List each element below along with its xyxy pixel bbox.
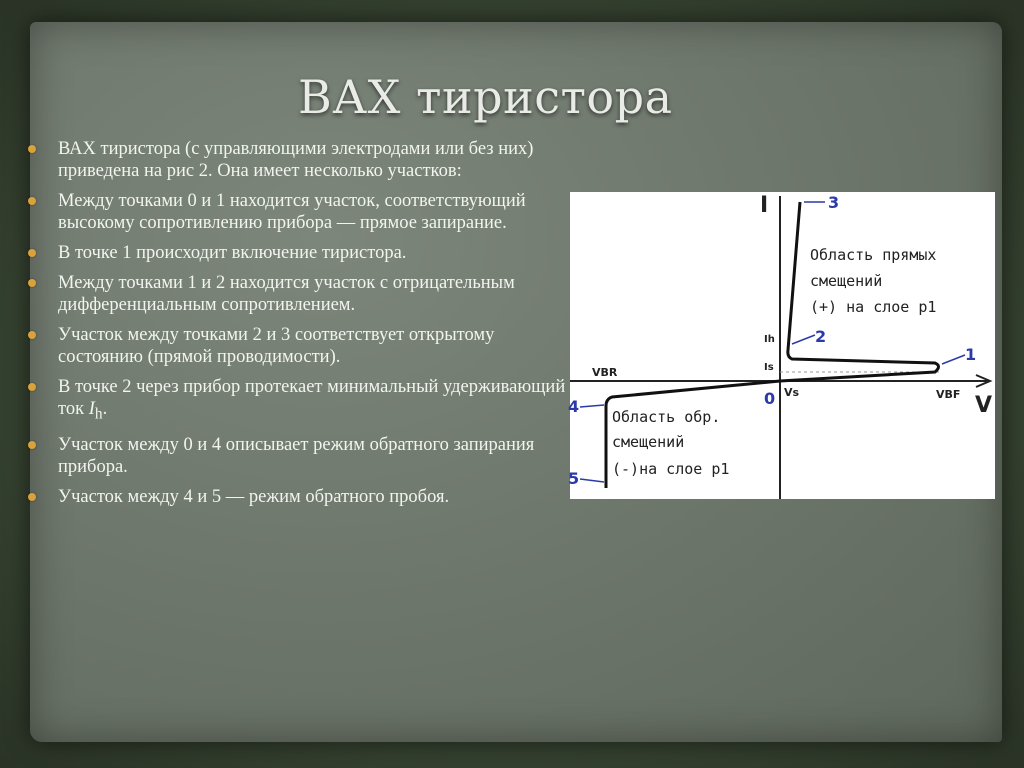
bullet-text: ВАХ тиристора (с управляющими электродами или без них) приведена на рис 2. Она имеет несколько участков:	[58, 139, 534, 181]
bullet-text: Между точками 1 и 2 находится участок с отрицательным дифференциальным сопротивлением.	[58, 273, 515, 315]
bullet-dot-icon	[28, 493, 36, 501]
page-title: ВАХ тиристора	[298, 70, 673, 124]
bullet-text: Участок между точками 2 и 3 соответствует открытому состоянию (прямой проводимости).	[58, 325, 495, 367]
bullet-dot-icon	[28, 249, 36, 257]
point-1-label: 1	[965, 345, 977, 364]
bullet-dot-icon	[28, 383, 36, 391]
bullet-text-after: .	[102, 399, 108, 419]
bullet-item	[28, 190, 568, 234]
bullet-item	[28, 486, 568, 508]
callout-line-1	[942, 355, 965, 364]
reverse-region-line-2: смещений	[612, 433, 685, 451]
callout-line-4	[580, 405, 604, 407]
bullet-dot-icon	[28, 279, 36, 287]
bullet-item	[28, 376, 568, 426]
point-2-label: 2	[815, 327, 827, 346]
holding-current-symbol: I	[88, 399, 95, 419]
forward-region-line-3: (+) на слое p1	[810, 298, 937, 316]
bullet-text-before: В точке 2 через прибор протекает минимальный удерживающий ток	[58, 377, 566, 419]
bullet-text: В точке 1 происходит включение тиристора.	[58, 243, 407, 263]
bullet-item	[28, 242, 568, 264]
bullet-dot-icon	[28, 197, 36, 205]
point-3-label: 3	[828, 193, 840, 212]
origin-label: 0	[764, 389, 776, 408]
reverse-region-line-1: Область обр.	[612, 408, 721, 426]
bullet-item	[28, 324, 568, 368]
point-5-label: 5	[568, 469, 580, 488]
bullet-list	[28, 138, 568, 516]
iv-diagram-svg	[570, 192, 995, 499]
vbr-label: VBR	[592, 366, 618, 379]
ih-label: Ih	[764, 334, 775, 345]
bullet-dot-icon	[28, 441, 36, 449]
forward-region-line-2: смещений	[810, 272, 883, 290]
bullet-text: Участок между 4 и 5 — режим обратного пробоя.	[58, 486, 450, 507]
forward-region-line-1: Область прямых	[810, 246, 937, 264]
vbf-label: VBF	[936, 388, 961, 401]
bullet-item	[28, 138, 568, 182]
bullet-dot-icon	[28, 331, 36, 339]
bullet-dot-icon	[28, 145, 36, 153]
i-axis-label: I	[760, 193, 769, 218]
bullet-text: Участок между 0 и 4 описывает режим обратного запирания прибора.	[58, 434, 535, 477]
v-axis-label: V	[975, 393, 993, 418]
point-4-label: 4	[568, 397, 580, 416]
bullet-text: Между точками 0 и 1 находится участок, соответствующий высокому сопротивлению прибора — прямое запирание.	[58, 191, 526, 233]
bullet-item	[28, 434, 568, 478]
reverse-region-line-3: (-)на слое p1	[612, 460, 730, 478]
is-label: Is	[764, 362, 774, 373]
holding-current-subscript: h	[94, 405, 103, 423]
bullet-item	[28, 272, 568, 316]
callout-line-5	[580, 479, 604, 482]
vs-label: Vs	[784, 386, 800, 399]
forward-curve	[780, 202, 939, 381]
iv-characteristic-figure	[570, 192, 995, 499]
callout-line-2	[792, 335, 815, 344]
